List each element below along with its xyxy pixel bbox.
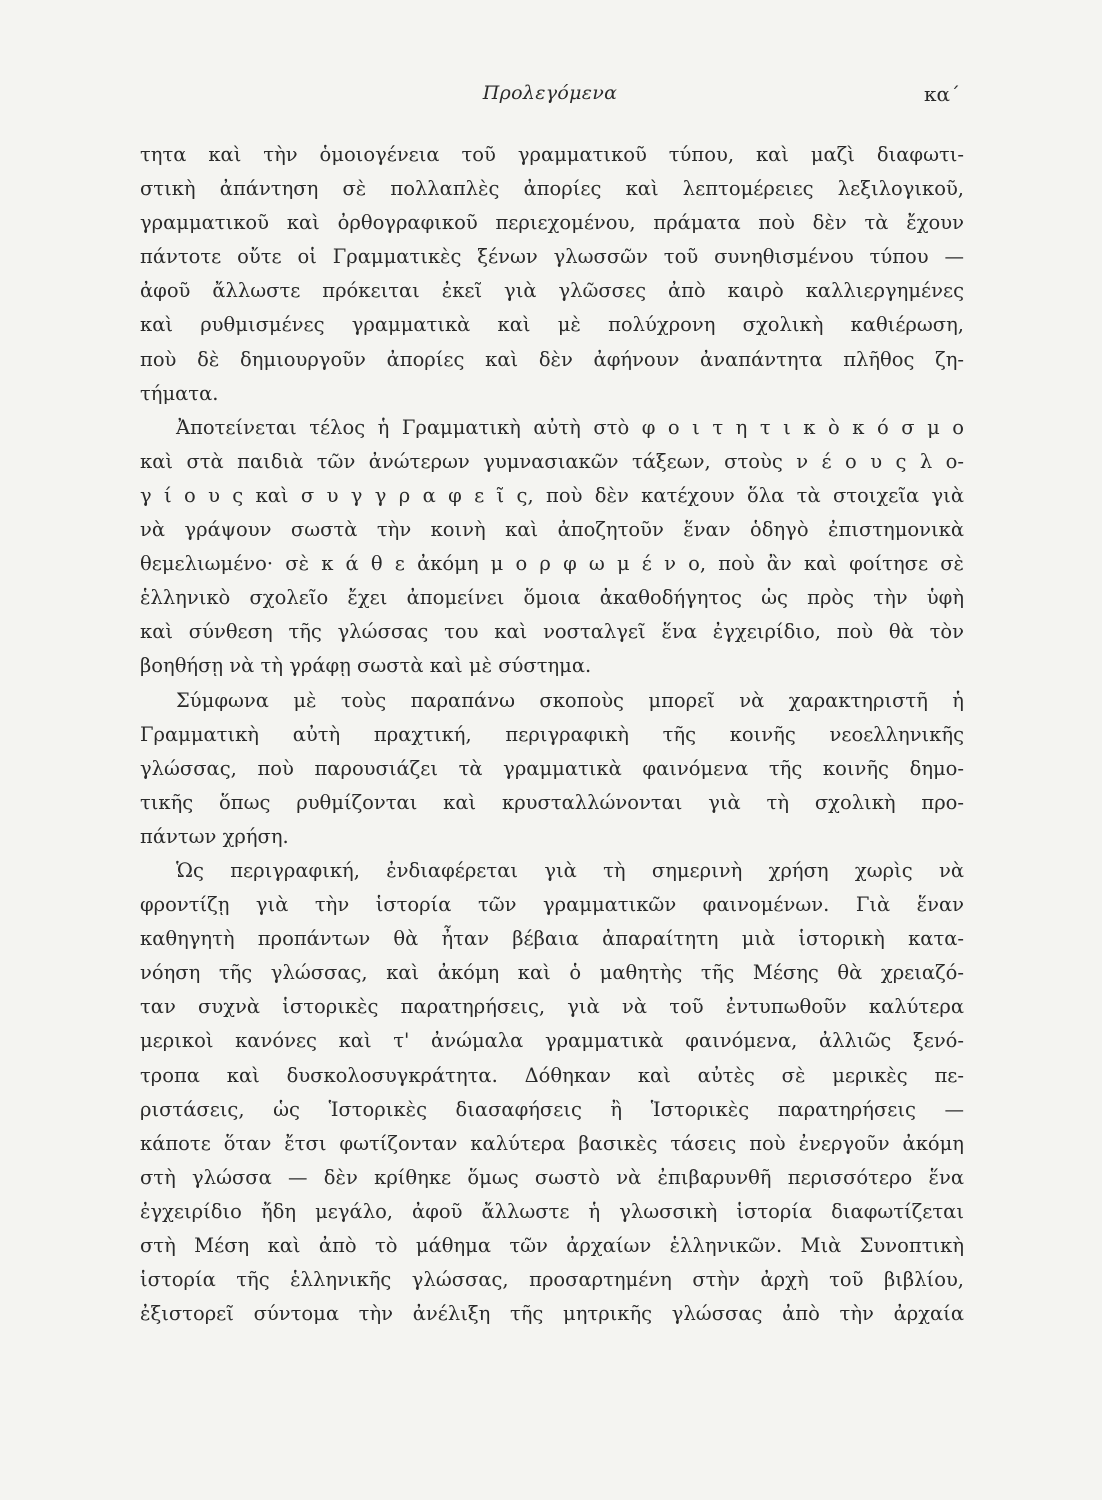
text-line: γ ί ο υ ς καὶ σ υ γ γ ρ α φ ε ῖ ς, ποὺ δὲν κατέχουν ὅλα τὰ στοιχεῖα γιὰ (140, 483, 964, 507)
text-line: ταν συχνὰ ἱστορικὲς παρατηρήσεις, γιὰ νὰ τοῦ ἐντυπωθοῦν καλύτερα (140, 995, 964, 1019)
text-line: ἑλληνικὸ σχολεῖο ἔχει ἀπομείνει ὅμοια ἀκαθοδήγητος ὡς πρὸς τὴν ὑφὴ (140, 586, 964, 610)
text-line: τικῆς ὅπως ρυθμίζονται καὶ κρυσταλλώνονται γιὰ τὴ σχολικὴ προ- (140, 790, 964, 814)
text-line: γλώσσας, ποὺ παρουσιάζει τὰ γραμματικὰ φαινόμενα τῆς κοινῆς δημο- (140, 756, 964, 780)
text-line: μερικοὶ κανόνες καὶ τ' ἀνώμαλα γραμματικὰ φαινόμενα, ἀλλιῶς ξενό- (140, 1029, 964, 1053)
text-line: καὶ ρυθμισμένες γραμματικὰ καὶ μὲ πολύχρονη σχολικὴ καθιέρωση, (140, 313, 964, 337)
text-line: στὴ γλώσσα — δὲν κρίθηκε ὅμως σωστὸ νὰ ἐπιβαρυνθῆ περισσότερο ἕνα (140, 1165, 964, 1189)
paragraph (140, 684, 964, 854)
text-line: καὶ στὰ παιδιὰ τῶν ἀνώτερων γυμνασιακῶν τάξεων, στοὺς ν έ ο υ ς λ ο- (140, 449, 964, 473)
page-header (140, 82, 960, 116)
text-line: Σύμφωνα μὲ τοὺς παραπάνω σκοποὺς μπορεῖ νὰ χαρακτηριστῆ ἡ (176, 688, 964, 712)
text-line: ποὺ δὲ δημιουργοῦν ἀπορίες καὶ δὲν ἀφήνουν ἀναπάντητα πλῆθος ζη- (140, 347, 964, 371)
page-number: κα΄ (923, 82, 960, 106)
text-line: ἱστορία τῆς ἑλληνικῆς γλώσσας, προσαρτημένη στὴν ἀρχὴ τοῦ βιβλίου, (140, 1268, 964, 1292)
text-line: ἐξιστορεῖ σύντομα τὴν ἀνέλιξη τῆς μητρικῆς γλώσσας ἀπὸ τὴν ἀρχαία (140, 1302, 964, 1326)
paragraph (140, 138, 964, 411)
text-line: ἀφοῦ ἄλλωστε πρόκειται ἐκεῖ γιὰ γλῶσσες ἀπὸ καιρὸ καλλιεργημένες (140, 279, 964, 303)
text-line: νὰ γράψουν σωστὰ τὴν κοινὴ καὶ ἀποζητοῦν ἕναν ὁδηγὸ ἐπιστημονικὰ (140, 518, 964, 542)
text-line: καὶ σύνθεση τῆς γλώσσας του καὶ νοσταλγεῖ ἕνα ἐγχειρίδιο, ποὺ θὰ τὸν (140, 620, 964, 644)
body-text (140, 138, 964, 1331)
text-line: θεμελιωμένο· σὲ κ ά θ ε ἀκόμη μ ο ρ φ ω μ έ ν ο, ποὺ ἂν καὶ φοίτησε σὲ (140, 552, 964, 576)
text-line: ἐγχειρίδιο ἤδη μεγάλο, ἀφοῦ ἄλλωστε ἡ γλωσσικὴ ἱστορία διαφωτίζεται (140, 1199, 964, 1223)
text-line: στικὴ ἀπάντηση σὲ πολλαπλὲς ἀπορίες καὶ λεπτομέρειες λεξιλογικοῦ, (140, 177, 964, 201)
text-line: φροντίζῃ γιὰ τὴν ἱστορία τῶν γραμματικῶν φαινομένων. Γιὰ ἕναν (140, 893, 964, 917)
text-line: Ὡς περιγραφική, ἐνδιαφέρεται γιὰ τὴ σημερινὴ χρήση χωρὶς νὰ (176, 858, 964, 882)
text-line: ριστάσεις, ὡς Ἱστορικὲς διασαφήσεις ἢ Ἱστορικὲς παρατηρήσεις — (140, 1097, 964, 1121)
text-line: Ἀποτείνεται τέλος ἡ Γραμματικὴ αὐτὴ στὸ φ ο ι τ η τ ι κ ὸ κ ό σ μ ο (176, 415, 964, 439)
text-line: πάντων χρήση. (140, 824, 289, 848)
text-line: πάντοτε οὔτε οἱ Γραμματικὲς ξένων γλωσσῶν τοῦ συνηθισμένου τύπου — (140, 245, 964, 269)
text-line: τροπα καὶ δυσκολοσυγκράτητα. Δόθηκαν καὶ αὐτὲς σὲ μερικὲς πε- (140, 1063, 964, 1087)
text-line: στὴ Μέση καὶ ἀπὸ τὸ μάθημα τῶν ἀρχαίων ἑλληνικῶν. Μιὰ Συνοπτικὴ (140, 1234, 964, 1257)
text-line: καθηγητὴ προπάντων θὰ ἦταν βέβαια ἀπαραίτητη μιὰ ἱστορικὴ κατα- (140, 927, 964, 951)
text-line: γραμματικοῦ καὶ ὀρθογραφικοῦ περιεχομένου, πράματα ποὺ δὲν τὰ ἔχουν (140, 211, 964, 235)
text-line: νόηση τῆς γλώσσας, καὶ ἀκόμη καὶ ὁ μαθητὴς τῆς Μέσης θὰ χρειαζό- (140, 961, 964, 985)
paragraph (140, 854, 964, 1331)
text-line: κάποτε ὅταν ἔτσι φωτίζονταν καλύτερα βασικὲς τάσεις ποὺ ἐνεργοῦν ἀκόμη (140, 1131, 964, 1155)
text-line: τητα καὶ τὴν ὁμοιογένεια τοῦ γραμματικοῦ τύπου, καὶ μαζὶ διαφωτι- (140, 143, 964, 166)
text-line: τήματα. (140, 381, 219, 405)
running-title: Προλεγόμενα (482, 82, 618, 104)
text-line: Γραμματικὴ αὐτὴ πραχτική, περιγραφικὴ τῆς κοινῆς νεοελληνικῆς (140, 722, 964, 746)
paragraph (140, 411, 964, 684)
text-line: βοηθήσῃ νὰ τὴ γράφῃ σωστὰ καὶ μὲ σύστημα. (140, 654, 592, 678)
